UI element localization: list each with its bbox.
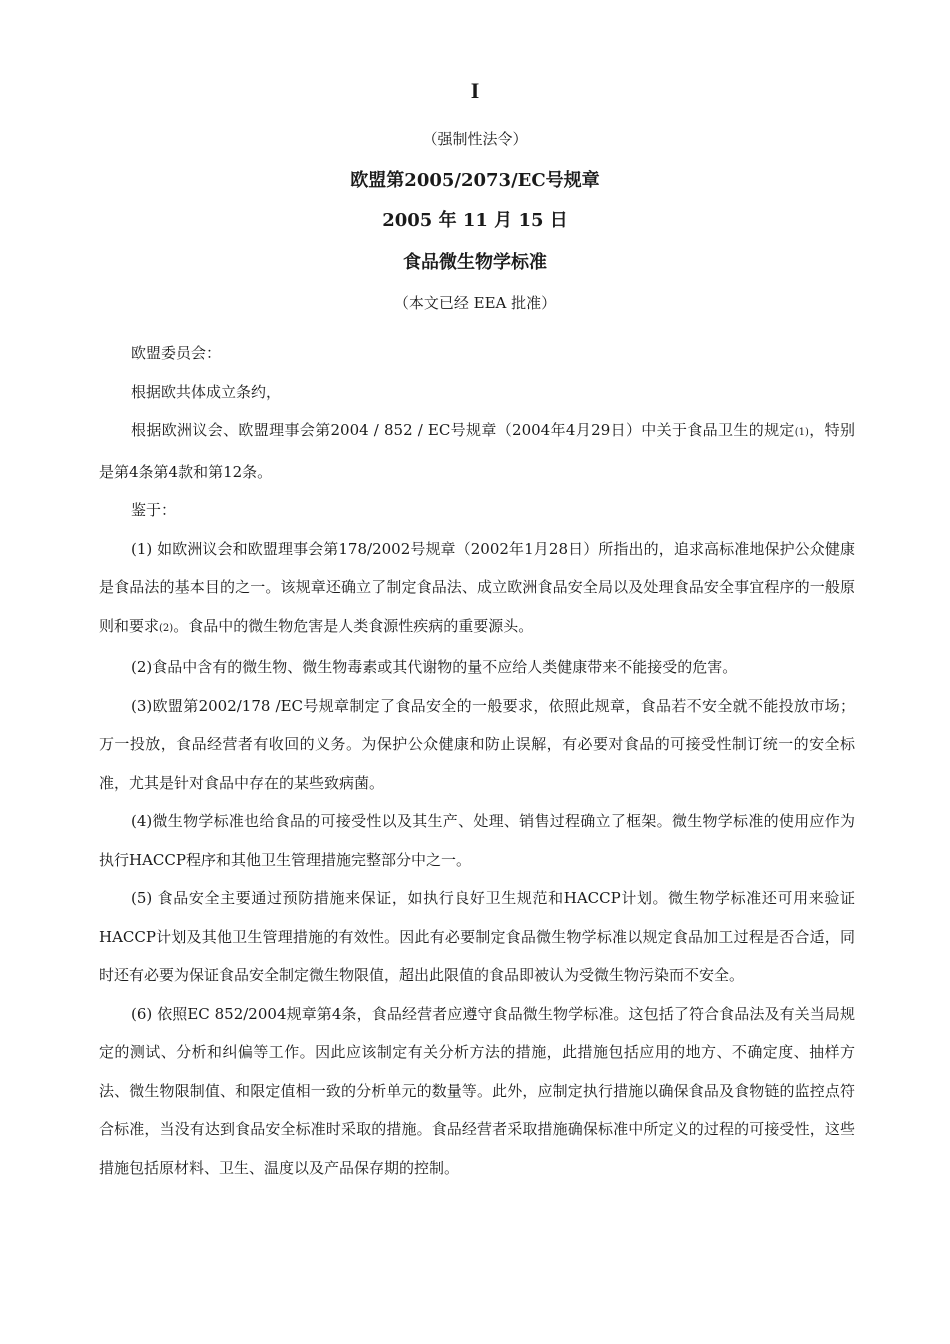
preamble-basis [99,411,855,491]
mandatory-note: （强制性法令） [422,130,528,148]
footnote-ref-2: (2) [159,622,174,634]
preamble-basis-text: 根据欧洲议会、欧盟理事会第2004 / 852 / EC号规章（2004年4月29日）中关于食品卫生的规定 [131,421,795,439]
preamble-whereas: 鉴于： [131,501,177,519]
recital-2: (2)食品中含有的微生物、微生物毒素或其代谢物的量不应给人类健康带来不能接受的危害。 [131,658,738,676]
preamble-basis-end: ，特别是第4条第4款和第12条。 [99,421,855,481]
preamble-commission: 欧盟委员会： [131,344,222,362]
regulation-title: 欧盟第2005/2073/EC号规章 [350,170,600,191]
eea-note: （本文已经 EEA 批准） [393,294,557,312]
recital-1 [99,530,855,649]
section-mark: I [470,78,480,103]
recital-5: (5) 食品安全主要通过预防措施来保证，如执行良好卫生规范和HACCP计划。微生物学标准还可用来验证HACCP计划及其他卫生管理措施的有效性。因此有必要制定食品微生物学标准以规定食品加工过程是否合适，同时还有必要为保证食品安全制定微生物限值，超出此限值的食品即被认为受微生物污染而不安全。 [99,889,855,984]
preamble-treaty: 根据欧共体成立条约， [131,382,282,401]
document-body [99,334,855,1187]
footnote-ref-1: (1) [794,427,809,438]
recital-1-text: (1) 如欧洲议会和欧盟理事会第178/2002号规章（2002年1月28日）所指出的，追求高标准地保护公众健康是食品法的基本目的之一。该规章还确立了制定食品法、成立欧洲食品安全局以及处理食品安全事宜程序的一般原则和要求 [99,539,855,635]
recital-6: (6) 依照EC 852/2004规章第4条，食品经营者应遵守食品微生物学标准。这包括了符合食品法及有关当局规定的测试、分析和纠偏等工作。因此应该制定有关分析方法的措施，此措施包括应用的地方、不确定度、抽样方法、微生物限制值、和限定值相一致的分析单元的数量等。此外，应制定执行措施以确保食品及食物链的监控点符合标准，当没有达到食品安全标准时采取的措施。食品经营者采取措施确保标准中所定义的过程的可接受性，这些措施包括原材料、卫生、温度以及产品保存期的控制。 [99,1004,855,1177]
recital-3: (3)欧盟第2002/178 /EC号规章制定了食品安全的一般要求，依照此规章，食品若不安全就不能投放市场；万一投放，食品经营者有收回的义务。为保护公众健康和防止误解，有必要对食品的可接受性制订统一的安全标准，尤其是针对食品中存在的某些致病菌。 [99,696,855,792]
document-title: 食品微生物学标准 [403,252,547,273]
recital-4: (4)微生物学标准也给食品的可接受性以及其生产、处理、销售过程确立了框架。微生物学标准的使用应作为执行HACCP程序和其他卫生管理措施完整部分中之一。 [99,812,855,869]
regulation-date: 2005 年 11 月 15 日 [382,210,568,231]
recital-1-end: 。食品中的微生物危害是人类食源性疾病的重要源头。 [173,616,534,635]
